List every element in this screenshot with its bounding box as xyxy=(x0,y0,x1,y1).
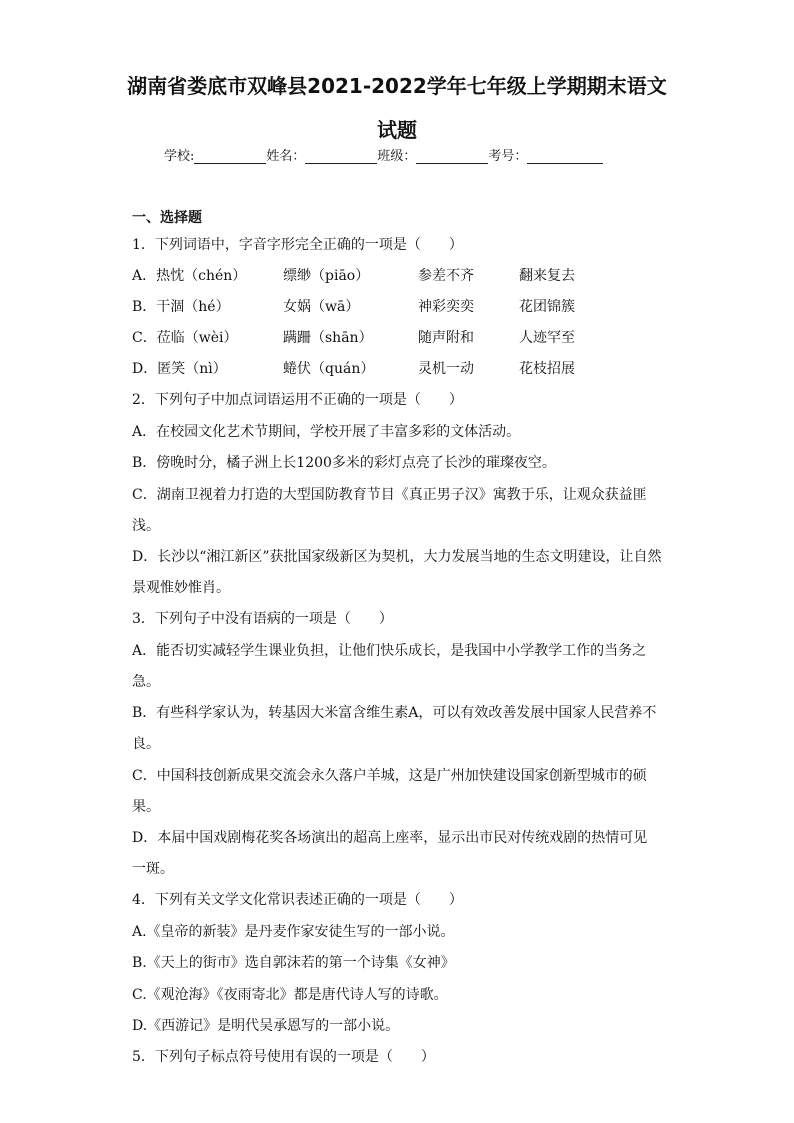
document-title-line2: 试题 xyxy=(377,118,417,142)
q1-c-word1: C．莅临（wèi） xyxy=(132,330,238,346)
q2-option-d-line2: 景观惟妙惟肖。 xyxy=(132,580,230,596)
q1-d-word4: 花枝招展 xyxy=(519,361,575,377)
class-field[interactable] xyxy=(416,149,488,164)
q2-option-b: B．傍晚时分，橘子洲上长1200多米的彩灯点亮了长沙的璀璨夜空。 xyxy=(132,455,556,471)
q2-option-a: A．在校园文化艺术节期间，学校开展了丰富多彩的文体活动。 xyxy=(132,424,521,440)
q1-b-word2: 女娲（wā） xyxy=(283,299,360,315)
document-title-line1: 湖南省娄底市双峰县2021-2022学年七年级上学期期末语文 xyxy=(127,74,667,98)
question-3-stem: 3．下列句子中没有语病的一项是（ ） xyxy=(132,611,393,627)
name-label: 姓名： xyxy=(266,149,306,164)
q1-b-word4: 花团锦簇 xyxy=(519,299,575,315)
school-field[interactable] xyxy=(194,149,266,164)
q4-option-c: C.《观沧海》《夜雨寄北》都是唐代诗人写的诗歌。 xyxy=(132,987,448,1003)
q1-c-word3: 随声附和 xyxy=(418,330,474,346)
q4-option-a: A.《皇帝的新装》是丹麦作家安徒生写的一部小说。 xyxy=(132,924,455,940)
school-label: 学校: xyxy=(164,149,195,164)
question-4-stem: 4．下列有关文学文化常识表述正确的一项是（ ） xyxy=(132,892,463,908)
q4-option-b: B.《天上的街市》选自郭沫若的第一个诗集《女神》 xyxy=(132,955,455,971)
q3-option-d-line1: D．本届中国戏剧梅花奖各场演出的超高上座率，显示出市民对传统戏剧的热情可见 xyxy=(132,830,648,846)
question-5-stem: 5．下列句子标点符号使用有误的一项是（ ） xyxy=(132,1049,435,1065)
name-field[interactable] xyxy=(305,149,377,164)
q3-option-c-line1: C．中国科技创新成果交流会永久落户羊城，这是广州加快建设国家创新型城市的硕 xyxy=(132,768,647,784)
q1-d-word3: 灵机一动 xyxy=(418,361,474,377)
q1-c-word4: 人迹罕至 xyxy=(519,330,575,346)
q1-b-word3: 神彩奕奕 xyxy=(418,299,474,315)
q3-option-a-line1: A．能否切实减轻学生课业负担，让他们快乐成长，是我国中小学教学工作的当务之 xyxy=(132,643,647,659)
question-1-stem: 1．下列词语中，字音字形完全正确的一项是（ ） xyxy=(132,237,463,253)
q3-option-c-line2: 果。 xyxy=(132,799,160,815)
q2-option-c-line2: 浅。 xyxy=(132,518,160,534)
q3-option-a-line2: 急。 xyxy=(132,674,160,690)
exam-number-field[interactable] xyxy=(527,149,603,164)
exam-number-label: 考号： xyxy=(488,149,528,164)
q2-option-c-line1: C．湖南卫视着力打造的大型国防教育节目《真正男子汉》寓教于乐，让观众获益匪 xyxy=(132,487,647,503)
q4-option-d: D.《西游记》是明代吴承恩写的一部小说。 xyxy=(132,1018,400,1034)
section-heading: 一、选择题 xyxy=(132,210,202,226)
q1-a-word3: 参差不齐 xyxy=(418,268,474,284)
q1-b-word1: B．干涸（hé） xyxy=(132,299,230,315)
question-2-stem: 2．下列句子中加点词语运用不正确的一项是（ ） xyxy=(132,392,463,408)
q1-a-word4: 翻来复去 xyxy=(519,268,575,284)
student-info-row xyxy=(164,145,603,164)
q1-c-word2: 蹒跚（shān） xyxy=(283,330,373,346)
q3-option-d-line2: 一斑。 xyxy=(132,861,174,877)
class-label: 班级： xyxy=(377,149,417,164)
q1-d-word1: D．匿笑（nì） xyxy=(132,361,227,377)
q1-a-word1: A．热忱（chén） xyxy=(132,268,247,284)
q2-option-d-line1: D．长沙以“湘江新区”获批国家级新区为契机，大力发展当地的生态文明建设，让自然 xyxy=(132,549,662,565)
q1-d-word2: 蜷伏（quán） xyxy=(283,361,375,377)
q3-option-b-line2: 良。 xyxy=(132,736,160,752)
q1-a-word2: 缥缈（piāo） xyxy=(283,268,370,284)
q3-option-b-line1: B．有些科学家认为，转基因大米富含维生素A，可以有效改善发展中国家人民营养不 xyxy=(132,705,657,721)
